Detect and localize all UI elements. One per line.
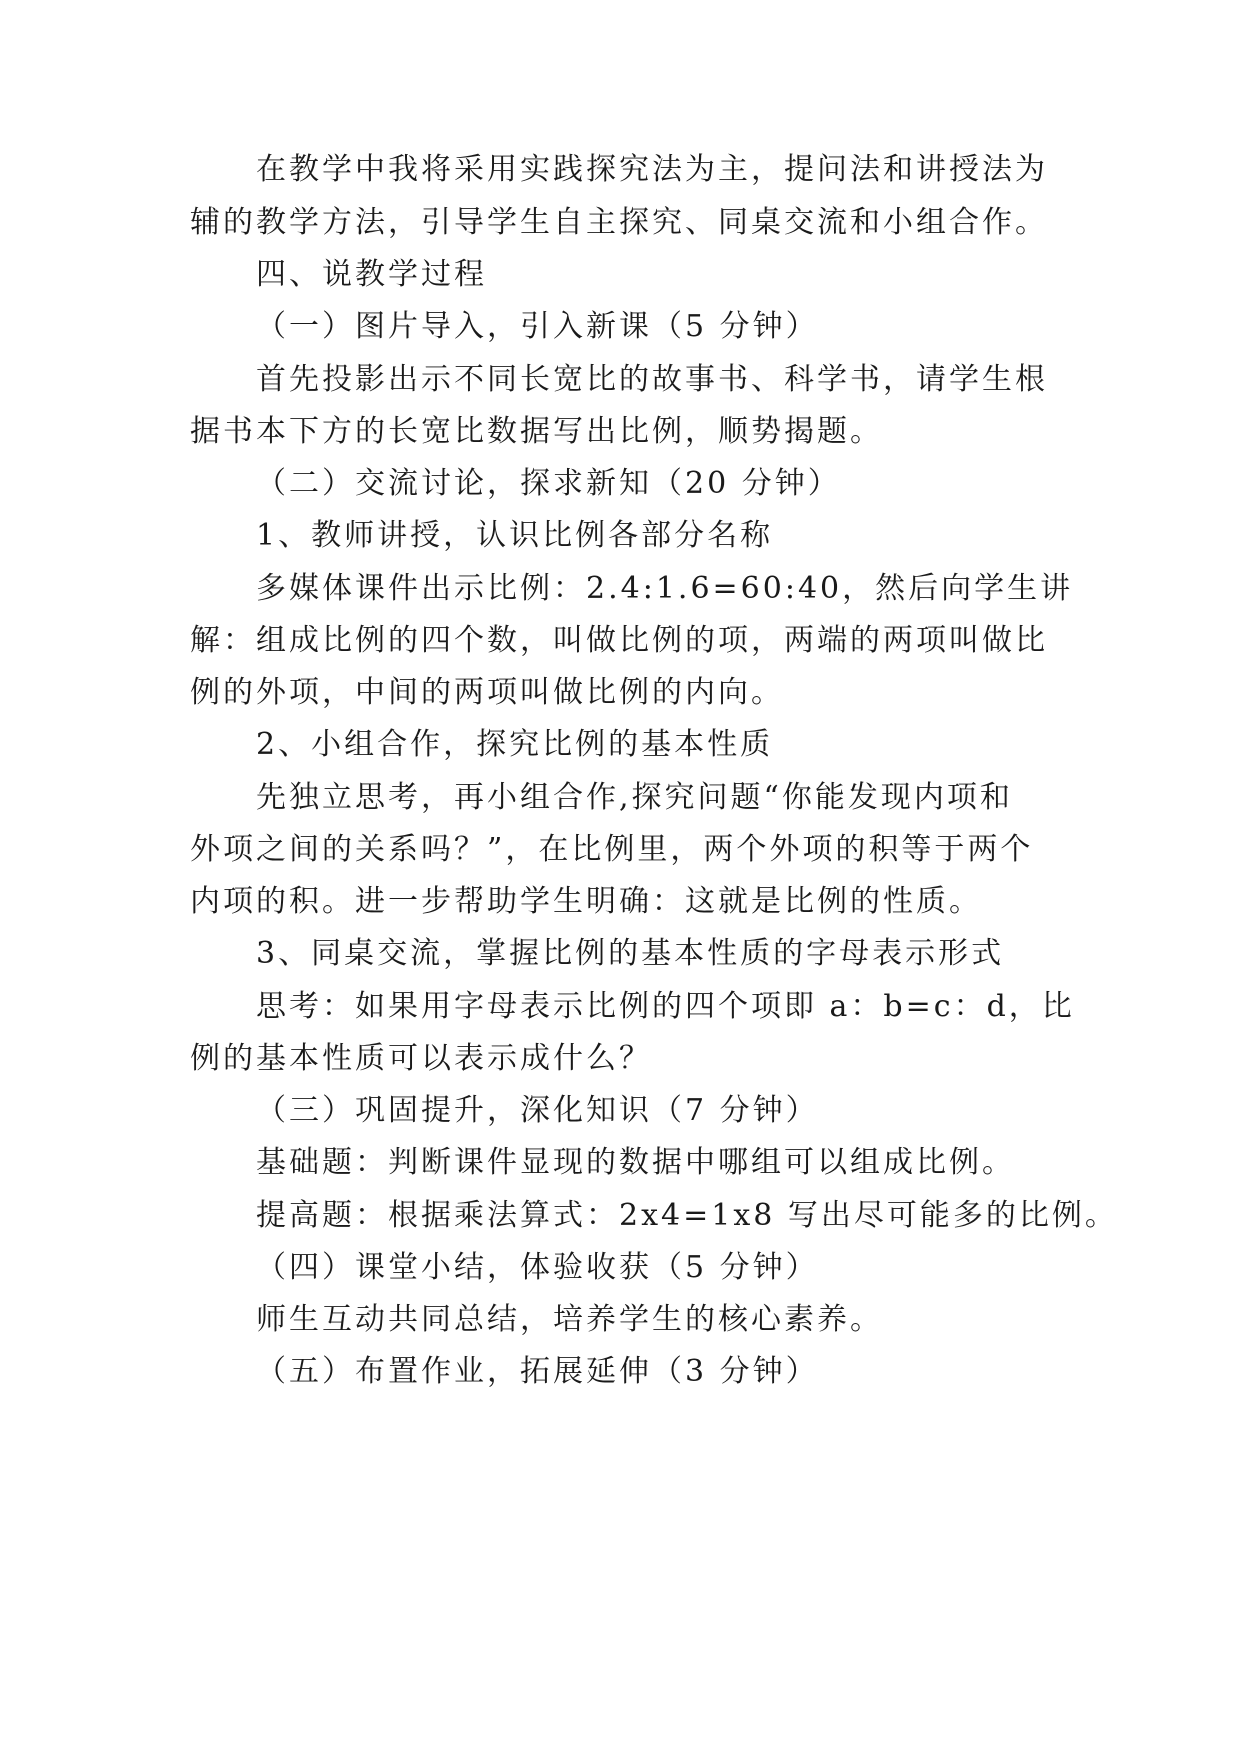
paragraph-line: 基础题：判断课件显现的数据中哪组可以组成比例。 [256,1145,1015,1180]
paragraph-line: 先独立思考，再小组合作,探究问题“你能发现内项和 [256,780,1013,815]
step-heading: 1、教师讲授，认识比例各部分名称 [256,518,774,553]
paragraph-line: 多媒体课件出示比例：2.4:1.6=60:40，然后向学生讲 [256,571,1074,606]
subsection-heading: （五）布置作业，拓展延伸（3 分钟） [256,1354,819,1389]
paragraph-line: 提高题：根据乘法算式：2x4=1x8 写出尽可能多的比例。 [256,1198,1118,1233]
step-heading: 3、同桌交流，掌握比例的基本性质的字母表示形式 [256,936,1005,971]
paragraph-line: 在教学中我将采用实践探究法为主，提问法和讲授法为 [256,152,1048,187]
subsection-heading: （三）巩固提升，深化知识（7 分钟） [256,1093,819,1128]
paragraph-line: 内项的积。进一步帮助学生明确：这就是比例的性质。 [190,884,982,919]
paragraph-line: 思考：如果用字母表示比例的四个项即 a：b=c：d，比 [256,989,1075,1024]
paragraph-line: 例的外项，中间的两项叫做比例的内向。 [190,675,784,710]
paragraph-line: 据书本下方的长宽比数据写出比例，顺势揭题。 [190,414,883,449]
section-heading: 四、说教学过程 [256,257,487,292]
paragraph-line: 师生互动共同总结，培养学生的核心素养。 [256,1302,883,1337]
paragraph-line: 首先投影出示不同长宽比的故事书、科学书，请学生根 [256,362,1048,397]
paragraph-line: 例的基本性质可以表示成什么？ [190,1041,652,1076]
subsection-heading: （四）课堂小结，体验收获（5 分钟） [256,1250,819,1285]
subsection-heading: （二）交流讨论，探求新知（20 分钟） [256,466,841,501]
paragraph-line: 辅的教学方法，引导学生自主探究、同桌交流和小组合作。 [190,205,1048,240]
subsection-heading: （一）图片导入，引入新课（5 分钟） [256,309,819,344]
step-heading: 2、小组合作，探究比例的基本性质 [256,727,774,762]
paragraph-line: 解：组成比例的四个数，叫做比例的项，两端的两项叫做比 [190,623,1048,658]
paragraph-line: 外项之间的关系吗？”，在比例里，两个外项的积等于两个 [190,832,1034,867]
